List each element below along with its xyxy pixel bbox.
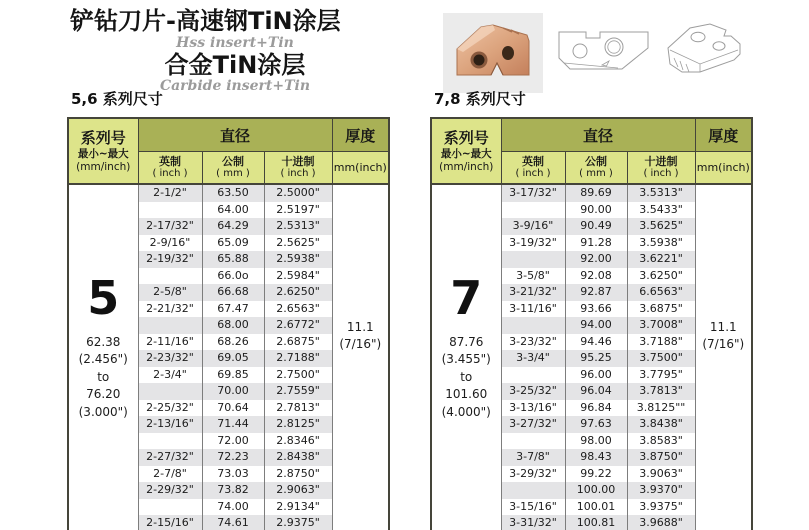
dim-cell: 3.7795" (627, 367, 695, 384)
series-number-cell (431, 184, 501, 530)
dim-cell: 99.22 (565, 466, 627, 483)
metric-col-header: 公制 ( mm ) (565, 152, 627, 185)
section-series-7-8 (430, 90, 753, 530)
series-number: 7 (450, 270, 483, 325)
dim-cell: 3.9375" (627, 499, 695, 516)
dim-cell: 65.88 (202, 251, 264, 268)
dim-cell: 3-27/32" (501, 416, 565, 433)
thickness-value-cell (332, 184, 389, 530)
dim-cell: 2.6772" (264, 317, 332, 334)
page-subtitle-en: Hss insert+Tin (176, 35, 294, 51)
dim-cell: 94.46 (565, 334, 627, 351)
dim-cell: 2.5000" (264, 184, 332, 202)
series-unit-label: (mm/inch) (76, 160, 131, 173)
dim-cell: 3-5/8" (501, 268, 565, 285)
dim-cell: 66.68 (202, 284, 264, 301)
dim-cell: 2.5984" (264, 268, 332, 285)
dim-cell (138, 317, 202, 334)
dim-cell: 2-13/16" (138, 416, 202, 433)
series-header-cell (68, 118, 138, 184)
dim-cell: 6.6563" (627, 284, 695, 301)
dim-cell: 3-19/32" (501, 235, 565, 252)
dim-cell (501, 367, 565, 384)
dim-cell: 3.8125"" (627, 400, 695, 417)
page-subtitle-2-en: Carbide insert+Tin (159, 78, 311, 94)
dim-cell: 2.7500" (264, 367, 332, 384)
dim-cell: 2-29/32" (138, 482, 202, 499)
dim-cell: 70.64 (202, 400, 264, 417)
dim-cell: 66.0o (202, 268, 264, 285)
dim-cell (138, 383, 202, 400)
title-block (70, 6, 400, 94)
series-header-label: 系列号 (443, 128, 489, 147)
dim-cell: 2.9063" (264, 482, 332, 499)
dim-cell: 73.82 (202, 482, 264, 499)
dim-cell (138, 268, 202, 285)
dim-cell: 2-9/16" (138, 235, 202, 252)
dim-cell: 96.00 (565, 367, 627, 384)
diameter-header: 直径 (501, 118, 695, 152)
series-range-line: to (97, 369, 110, 384)
spec-row (431, 184, 752, 202)
thickness-line: 11.1 (346, 320, 374, 335)
series-range-line: (4.000") (441, 404, 491, 419)
page-title-2: 合金TiN涂层 (164, 51, 306, 79)
dim-cell: 3-23/32" (501, 334, 565, 351)
series-5-6-rows (68, 184, 389, 530)
series-range-line: to (460, 369, 473, 384)
dim-cell: 2-3/4" (138, 367, 202, 384)
dim-cell: 2.5313" (264, 218, 332, 235)
dim-cell: 3-7/8" (501, 449, 565, 466)
dim-cell: 2.6563" (264, 301, 332, 318)
insert-front-drawing (556, 24, 651, 83)
dim-cell (138, 499, 202, 516)
dim-cell: 98.00 (565, 433, 627, 450)
section-label: 5,6 系列尺寸 (71, 90, 163, 108)
dim-cell: 2.8750" (264, 466, 332, 483)
dim-cell: 3-13/16" (501, 400, 565, 417)
series-range-line: 101.60 (445, 387, 488, 401)
dim-cell: 3.7500" (627, 350, 695, 367)
dim-cell: 67.47 (202, 301, 264, 318)
dim-cell: 94.00 (565, 317, 627, 334)
dim-cell: 2.6250" (264, 284, 332, 301)
dim-cell: 2-11/16" (138, 334, 202, 351)
dim-cell: 3-21/32" (501, 284, 565, 301)
dim-cell: 2-5/8" (138, 284, 202, 301)
dim-cell: 2-25/32" (138, 400, 202, 417)
dim-cell: 3.8438" (627, 416, 695, 433)
thickness-value-cell (695, 184, 752, 530)
series-header-label: 系列号 (80, 128, 126, 147)
dim-cell: 2-27/32" (138, 449, 202, 466)
dim-cell: 3-9/16" (501, 218, 565, 235)
dim-cell (501, 433, 565, 450)
series-header-cell (431, 118, 501, 184)
dim-cell: 3.6250" (627, 268, 695, 285)
dim-cell: 90.00 (565, 202, 627, 219)
insert-photo-image (443, 13, 543, 97)
series-range-line: 87.76 (449, 334, 484, 349)
dim-cell: 3.6221" (627, 251, 695, 268)
imperial-col-header: 英制 ( inch ) (501, 152, 565, 185)
dim-cell: 70.00 (202, 383, 264, 400)
dim-cell: 2.7813" (264, 400, 332, 417)
series-range-line: 76.20 (86, 387, 121, 401)
dim-cell: 2-23/32" (138, 350, 202, 367)
dim-cell: 2-17/32" (138, 218, 202, 235)
dim-cell: 2.5197" (264, 202, 332, 219)
dim-cell (501, 482, 565, 499)
dim-cell: 3-31/32" (501, 515, 565, 530)
dim-cell: 3.9688" (627, 515, 695, 530)
dim-cell: 2.9134" (264, 499, 332, 516)
series-unit-label: (mm/inch) (439, 160, 494, 173)
dim-cell: 65.09 (202, 235, 264, 252)
dim-cell: 2.9375" (264, 515, 332, 530)
series-number-cell (68, 184, 138, 530)
series-range-line: (2.456") (78, 352, 128, 366)
dim-cell: 93.66 (565, 301, 627, 318)
dim-cell: 72.00 (202, 433, 264, 450)
section-label: 7,8 系列尺寸 (434, 90, 526, 108)
imperial-col-header: 英制 ( inch ) (138, 152, 202, 185)
dim-cell: 3.7188" (627, 334, 695, 351)
dim-cell (501, 317, 565, 334)
dim-cell: 92.00 (565, 251, 627, 268)
dim-cell: 100.01 (565, 499, 627, 516)
dim-cell: 91.28 (565, 235, 627, 252)
dim-cell (138, 433, 202, 450)
dim-cell: 64.29 (202, 218, 264, 235)
series-number: 5 (87, 270, 120, 325)
dim-cell: 3-17/32" (501, 184, 565, 202)
series-range-line: (3.000") (78, 404, 128, 419)
series-range-line: 62.38 (86, 334, 121, 349)
dim-cell: 89.69 (565, 184, 627, 202)
dim-cell: 3.7008" (627, 317, 695, 334)
series-range-line: (3.455") (441, 352, 491, 366)
dim-cell: 95.25 (565, 350, 627, 367)
series-5-6-table (67, 117, 390, 530)
series-7-8-rows (431, 184, 752, 530)
decimal-col-header: 十进制 ( inch ) (264, 152, 332, 185)
dim-cell: 97.63 (565, 416, 627, 433)
thickness-unit-header: mm(inch) (332, 152, 389, 185)
dim-cell: 74.61 (202, 515, 264, 530)
dim-cell: 2.8438" (264, 449, 332, 466)
dim-cell: 71.44 (202, 416, 264, 433)
series-7-8-table (430, 117, 753, 530)
dim-cell (501, 251, 565, 268)
dim-cell: 63.50 (202, 184, 264, 202)
dim-cell: 90.49 (565, 218, 627, 235)
dim-cell (501, 202, 565, 219)
dim-cell: 69.85 (202, 367, 264, 384)
thickness-unit-header: mm(inch) (695, 152, 752, 185)
insert-iso-drawing (660, 20, 745, 82)
dim-cell: 69.05 (202, 350, 264, 367)
series-minmax-label: 最小~最大 (77, 147, 129, 160)
dim-cell: 3.8583" (627, 433, 695, 450)
dim-cell: 2-19/32" (138, 251, 202, 268)
dim-cell: 3.6875" (627, 301, 695, 318)
dim-cell: 2.5625" (264, 235, 332, 252)
dim-cell: 3.8750" (627, 449, 695, 466)
dim-cell: 64.00 (202, 202, 264, 219)
thickness-line: 11.1 (709, 320, 737, 335)
dim-cell: 2.7188" (264, 350, 332, 367)
dim-cell: 2-1/2" (138, 184, 202, 202)
dim-cell: 2.7559" (264, 383, 332, 400)
dim-cell: 2-21/32" (138, 301, 202, 318)
dim-cell: 3-25/32" (501, 383, 565, 400)
dim-cell: 92.87 (565, 284, 627, 301)
dim-cell: 100.00 (565, 482, 627, 499)
thickness-line: (7/16") (339, 337, 382, 352)
dim-cell: 2.6875" (264, 334, 332, 351)
dim-cell: 3-3/4" (501, 350, 565, 367)
page-title: 铲钻刀片-高速钢TiN涂层 (70, 7, 341, 35)
dim-cell: 3.9063" (627, 466, 695, 483)
series-minmax-label: 最小~最大 (440, 147, 492, 160)
dim-cell: 3-15/16" (501, 499, 565, 516)
dim-cell: 3.7813" (627, 383, 695, 400)
dim-cell: 92.08 (565, 268, 627, 285)
section-series-5-6 (67, 90, 390, 530)
dim-cell: 72.23 (202, 449, 264, 466)
dim-cell: 3.5313" (627, 184, 695, 202)
dim-cell: 3-29/32" (501, 466, 565, 483)
dim-cell: 2-7/8" (138, 466, 202, 483)
dim-cell: 98.43 (565, 449, 627, 466)
dim-cell: 2-15/16" (138, 515, 202, 530)
dim-cell: 96.84 (565, 400, 627, 417)
dim-cell: 68.00 (202, 317, 264, 334)
dim-cell (138, 202, 202, 219)
dim-cell: 3-11/16" (501, 301, 565, 318)
metric-col-header: 公制 ( mm ) (202, 152, 264, 185)
dim-cell: 2.8346" (264, 433, 332, 450)
decimal-col-header: 十进制 ( inch ) (627, 152, 695, 185)
dim-cell: 68.26 (202, 334, 264, 351)
thickness-line: (7/16") (702, 337, 745, 352)
thickness-header: 厚度 (695, 118, 752, 152)
diameter-header: 直径 (138, 118, 332, 152)
dim-cell: 2.5938" (264, 251, 332, 268)
spec-row (68, 184, 389, 202)
dim-cell: 73.03 (202, 466, 264, 483)
dim-cell: 3.9370" (627, 482, 695, 499)
dim-cell: 74.00 (202, 499, 264, 516)
dim-cell: 100.81 (565, 515, 627, 530)
dim-cell: 96.04 (565, 383, 627, 400)
thickness-header: 厚度 (332, 118, 389, 152)
dim-cell: 3.5433" (627, 202, 695, 219)
dim-cell: 3.5625" (627, 218, 695, 235)
dim-cell: 2.8125" (264, 416, 332, 433)
dim-cell: 3.5938" (627, 235, 695, 252)
